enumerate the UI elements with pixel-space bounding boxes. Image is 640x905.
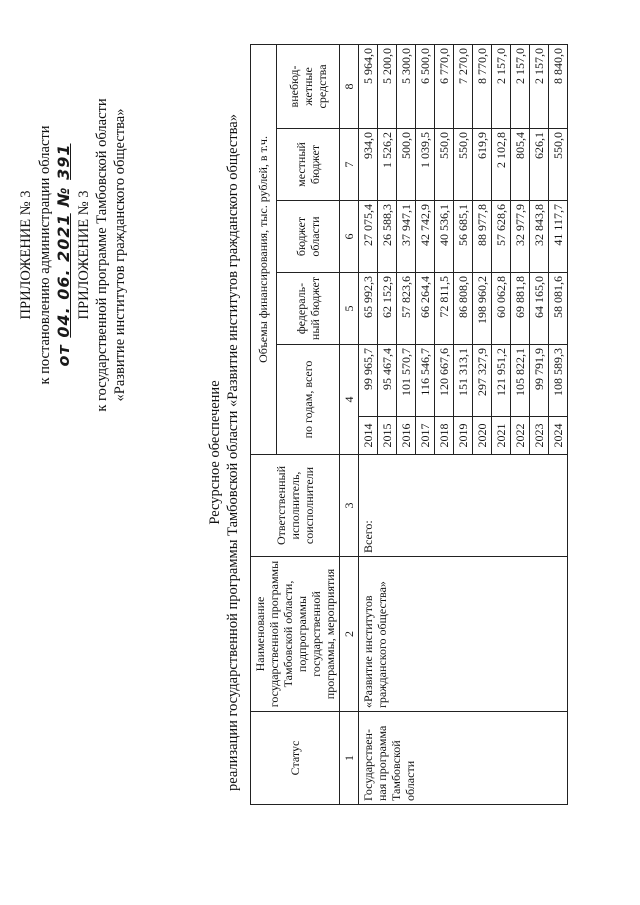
appendix-title-second: ПРИЛОЖЕНИЕ № 3 [76,190,92,320]
total-cell: 99 791,9 [530,345,549,417]
regional-cell: 40 536,1 [435,201,454,273]
federal-cell: 64 165,0 [530,273,549,345]
local-cell: 805,4 [511,129,530,201]
local-cell: 626,1 [530,129,549,201]
local-cell: 2 102,8 [492,129,511,201]
col-number: 8 [340,44,359,128]
col-number: 7 [340,129,359,201]
federal-cell: 57 823,6 [397,273,416,345]
program-reference-line: к государственной программе Тамбовской области [94,98,110,412]
col-name: Наименование государственной программы Тамбовской области, подпрограммы государственной программы, мероприятия [251,557,340,712]
column-number-row [340,44,359,804]
total-cell: 121 951,2 [492,345,511,417]
header-row-1 [251,44,277,804]
extrabudget-cell: 2 157,0 [530,44,549,128]
year-cell: 2022 [511,417,530,455]
total-cell: 151 313,1 [454,345,473,417]
year-cell: 2020 [473,417,492,455]
col-number: 4 [340,345,359,455]
total-cell: 297 327,9 [473,345,492,417]
program-name-cell: «Развитие институтов гражданского общества» [359,557,568,712]
program-name-line: «Развитие институтов гражданского общества» [112,108,128,402]
col-status: Статус [251,712,340,805]
federal-cell: 72 811,5 [435,273,454,345]
local-cell: 934,0 [359,129,378,201]
extrabudget-cell: 7 270,0 [454,44,473,128]
date-prefix: от [54,344,73,367]
regional-cell: 42 742,9 [416,201,435,273]
regional-cell: 26 588,3 [378,201,397,273]
col-volumes: Объемы финансирования, тыс. рублей, в т.ч. [251,44,277,454]
federal-cell: 60 062,8 [492,273,511,345]
local-cell: 1 039,5 [416,129,435,201]
regional-cell: 57 628,6 [492,201,511,273]
document-subtitle: реализации государственной программы Тамбовской области «Развитие институтов гражданского общества» [225,114,241,791]
year-cell: 2014 [359,417,378,455]
total-cell: 101 570,7 [397,345,416,417]
total-cell: 120 667,6 [435,345,454,417]
appendix-title-top: ПРИЛОЖЕНИЕ № 3 [18,190,34,320]
regional-cell: 88 977,8 [473,201,492,273]
regional-cell: 56 685,1 [454,201,473,273]
federal-cell: 69 881,8 [511,273,530,345]
extrabudget-cell: 8 770,0 [473,44,492,128]
extrabudget-cell: 5 200,0 [378,44,397,128]
number-prefix: № [54,186,73,207]
table-row [359,44,378,804]
year-cell: 2024 [549,417,568,455]
decree-line: к постановлению администрации области [37,125,53,385]
year-cell: 2018 [435,417,454,455]
extrabudget-cell: 2 157,0 [511,44,530,128]
col-local: местный бюджет [276,129,339,201]
local-cell: 619,9 [473,129,492,201]
document-title: Ресурсное обеспечение [207,380,223,525]
extrabudget-cell: 8 840,0 [549,44,568,128]
federal-cell: 65 992,3 [359,273,378,345]
regional-cell: 27 075,4 [359,201,378,273]
local-cell: 1 526,2 [378,129,397,201]
regional-cell: 37 947,1 [397,201,416,273]
col-by-years: по годам, всего [276,345,339,455]
extrabudget-cell: 2 157,0 [492,44,511,128]
extrabudget-cell: 6 500,0 [416,44,435,128]
col-number: 5 [340,273,359,345]
col-number: 3 [340,455,359,557]
resource-table [250,44,568,805]
total-cell: 105 822,1 [511,345,530,417]
extrabudget-cell: 5 964,0 [359,44,378,128]
total-cell: 108 589,3 [549,345,568,417]
extrabudget-cell: 6 770,0 [435,44,454,128]
total-cell: 116 546,7 [416,345,435,417]
executor-cell: Всего: [359,455,568,557]
col-executor: Ответственный исполнитель, соисполнители [251,455,340,557]
col-federal: федераль- ный бюджет [276,273,339,345]
federal-cell: 58 081,6 [549,273,568,345]
col-number: 6 [340,201,359,273]
year-cell: 2015 [378,417,397,455]
local-cell: 550,0 [435,129,454,201]
decree-date: 04. 06. 2021 [54,213,73,338]
total-cell: 95 467,4 [378,345,397,417]
decree-number: 391 [54,143,73,180]
federal-cell: 198 960,2 [473,273,492,345]
local-cell: 550,0 [549,129,568,201]
extrabudget-cell: 5 300,0 [397,44,416,128]
table-body [359,44,568,804]
year-cell: 2016 [397,417,416,455]
regional-cell: 32 843,8 [530,201,549,273]
regional-cell: 32 977,9 [511,201,530,273]
local-cell: 550,0 [454,129,473,201]
col-regional: бюджет области [276,201,339,273]
year-cell: 2017 [416,417,435,455]
col-extrabudget: внебюд- жетные средства [276,44,339,128]
federal-cell: 86 808,0 [454,273,473,345]
status-cell: Государствен- ная программа Тамбовской области [359,712,568,805]
col-number: 1 [340,712,359,805]
local-cell: 500,0 [397,129,416,201]
year-cell: 2019 [454,417,473,455]
year-cell: 2021 [492,417,511,455]
federal-cell: 66 264,4 [416,273,435,345]
federal-cell: 62 152,9 [378,273,397,345]
regional-cell: 41 117,7 [549,201,568,273]
decree-date-handwritten [55,45,72,465]
col-number: 2 [340,557,359,712]
year-cell: 2023 [530,417,549,455]
total-cell: 99 965,7 [359,345,378,417]
